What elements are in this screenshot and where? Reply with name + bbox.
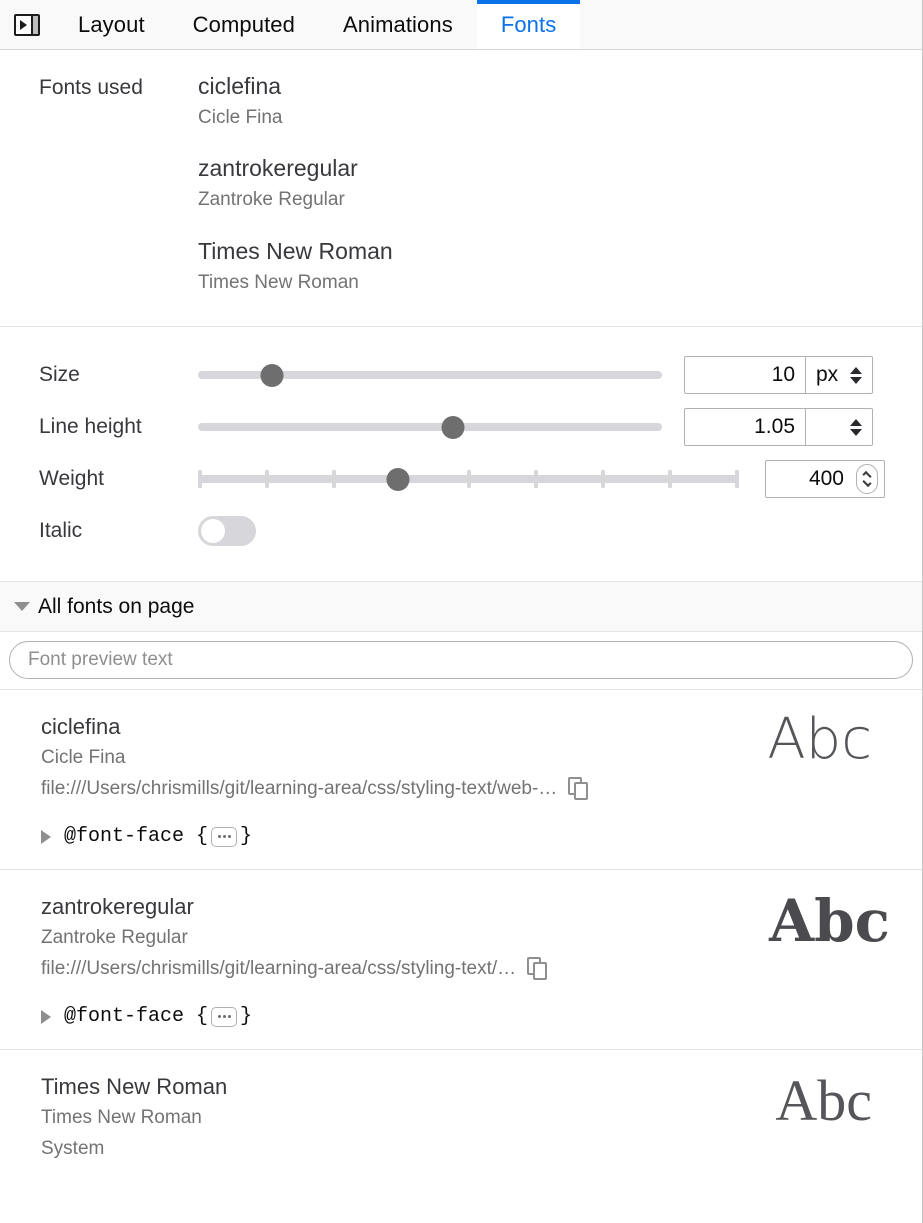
font-card-name: Times New Roman [41, 1074, 228, 1100]
size-input-group [684, 356, 873, 394]
line-height-input[interactable]: 1.05 [754, 415, 795, 439]
fonts-used-item [198, 72, 922, 131]
font-card [0, 870, 922, 1050]
tab-animations-label: Animations [342, 11, 453, 37]
italic-toggle-knob [201, 519, 225, 543]
weight-tick [198, 470, 202, 488]
font-name: zantrokeregular [198, 155, 358, 182]
weight-tick [601, 470, 605, 488]
weight-row [0, 453, 922, 505]
italic-row [0, 505, 922, 557]
fonts-used-item [198, 154, 922, 213]
panel-toggle-icon [14, 14, 40, 36]
font-name: ciclefina [198, 73, 282, 99]
tab-fonts[interactable] [477, 0, 581, 49]
weight-tick [534, 470, 538, 488]
tab-layout-label: Layout [78, 11, 145, 37]
fonts-used-list [198, 72, 922, 296]
weight-slider-thumb[interactable] [387, 468, 410, 491]
line-height-input-group [684, 408, 873, 446]
font-face-rule-row[interactable] [41, 825, 922, 848]
font-card-name: zantrokeregular [41, 894, 194, 920]
font-family: Times New Roman [198, 271, 359, 293]
size-unit-select[interactable]: px [816, 363, 839, 387]
font-card-family: Cicle Fina [41, 747, 126, 768]
panel-toggle-button[interactable] [0, 0, 54, 49]
ellipsis-button[interactable] [211, 827, 237, 847]
font-face-rule-row[interactable] [41, 1005, 922, 1028]
tab-computed[interactable] [169, 0, 319, 49]
font-preview-input[interactable] [9, 641, 913, 679]
weight-stepper[interactable] [856, 464, 878, 494]
fonts-used-section [0, 50, 922, 327]
tab-layout[interactable] [54, 0, 169, 49]
tab-fonts-label: Fonts [500, 11, 557, 37]
font-face-rule-suffix: } [240, 825, 253, 848]
font-preview-glyphs: Abc [769, 887, 890, 956]
font-family: Zantroke Regular [198, 189, 345, 211]
chevron-down-icon[interactable] [862, 478, 871, 487]
chevron-down-icon[interactable] [14, 602, 30, 611]
line-height-row [0, 401, 922, 453]
italic-toggle[interactable] [198, 516, 256, 546]
font-name: Times New Roman [198, 237, 393, 264]
font-controls-section [0, 327, 922, 582]
font-preview-glyphs: Abc [767, 707, 872, 773]
font-card-family: Zantroke Regular [41, 927, 188, 948]
devtools-toolbar [0, 0, 922, 50]
stepper-up-icon[interactable] [850, 367, 862, 374]
weight-tick [668, 470, 672, 488]
copy-icon[interactable] [527, 957, 549, 981]
size-input[interactable]: 10 [771, 363, 795, 387]
size-slider[interactable] [198, 363, 662, 387]
font-face-rule-prefix: @font-face { [64, 1005, 209, 1028]
stepper-down-icon[interactable] [850, 377, 862, 384]
ellipsis-button[interactable] [211, 1007, 237, 1027]
size-label: Size [39, 363, 80, 387]
stepper-down-icon[interactable] [850, 429, 862, 436]
tab-animations[interactable] [319, 0, 477, 49]
font-card [0, 690, 922, 870]
chevron-right-icon[interactable] [41, 830, 51, 844]
font-card-family: Times New Roman [41, 1107, 202, 1128]
weight-slider[interactable] [198, 467, 739, 491]
font-family: Cicle Fina [198, 106, 283, 128]
font-preview-glyphs: Abc [775, 1068, 872, 1134]
weight-tick [265, 470, 269, 488]
chevron-right-icon[interactable] [41, 1010, 51, 1024]
size-row [0, 349, 922, 401]
tab-computed-label: Computed [192, 11, 295, 37]
weight-tick [332, 470, 336, 488]
line-height-slider-track [198, 423, 662, 431]
tab-list [54, 0, 580, 49]
font-card-url: file:///Users/chrismills/git/learning-area/css/styling-text/web-… [41, 777, 558, 799]
weight-slider-ticks [198, 467, 739, 491]
copy-icon[interactable] [568, 777, 590, 801]
font-card-url: System [41, 1137, 105, 1159]
line-height-slider[interactable] [198, 415, 662, 439]
weight-input[interactable]: 400 [808, 467, 844, 491]
weight-tick [735, 470, 739, 488]
font-card-url: file:///Users/chrismills/git/learning-area/css/styling-text/… [41, 957, 517, 979]
fonts-used-label: Fonts used [39, 76, 143, 99]
all-fonts-header[interactable] [0, 582, 922, 632]
line-height-label: Line height [39, 415, 142, 439]
line-height-slider-thumb[interactable] [442, 416, 465, 439]
font-card [0, 1050, 922, 1223]
size-slider-thumb[interactable] [261, 364, 284, 387]
font-face-rule-prefix: @font-face { [64, 825, 209, 848]
all-fonts-title: All fonts on page [38, 594, 195, 618]
size-stepper[interactable] [846, 367, 872, 384]
weight-input-group [765, 460, 885, 498]
italic-label: Italic [39, 519, 83, 543]
weight-tick [467, 470, 471, 488]
font-preview-bar [0, 632, 922, 690]
stepper-up-icon[interactable] [850, 419, 862, 426]
font-face-rule-suffix: } [240, 1005, 253, 1028]
line-height-stepper[interactable] [846, 419, 872, 436]
fonts-used-item [198, 237, 922, 296]
weight-label: Weight [39, 467, 104, 491]
font-card-name: ciclefina [41, 714, 121, 740]
